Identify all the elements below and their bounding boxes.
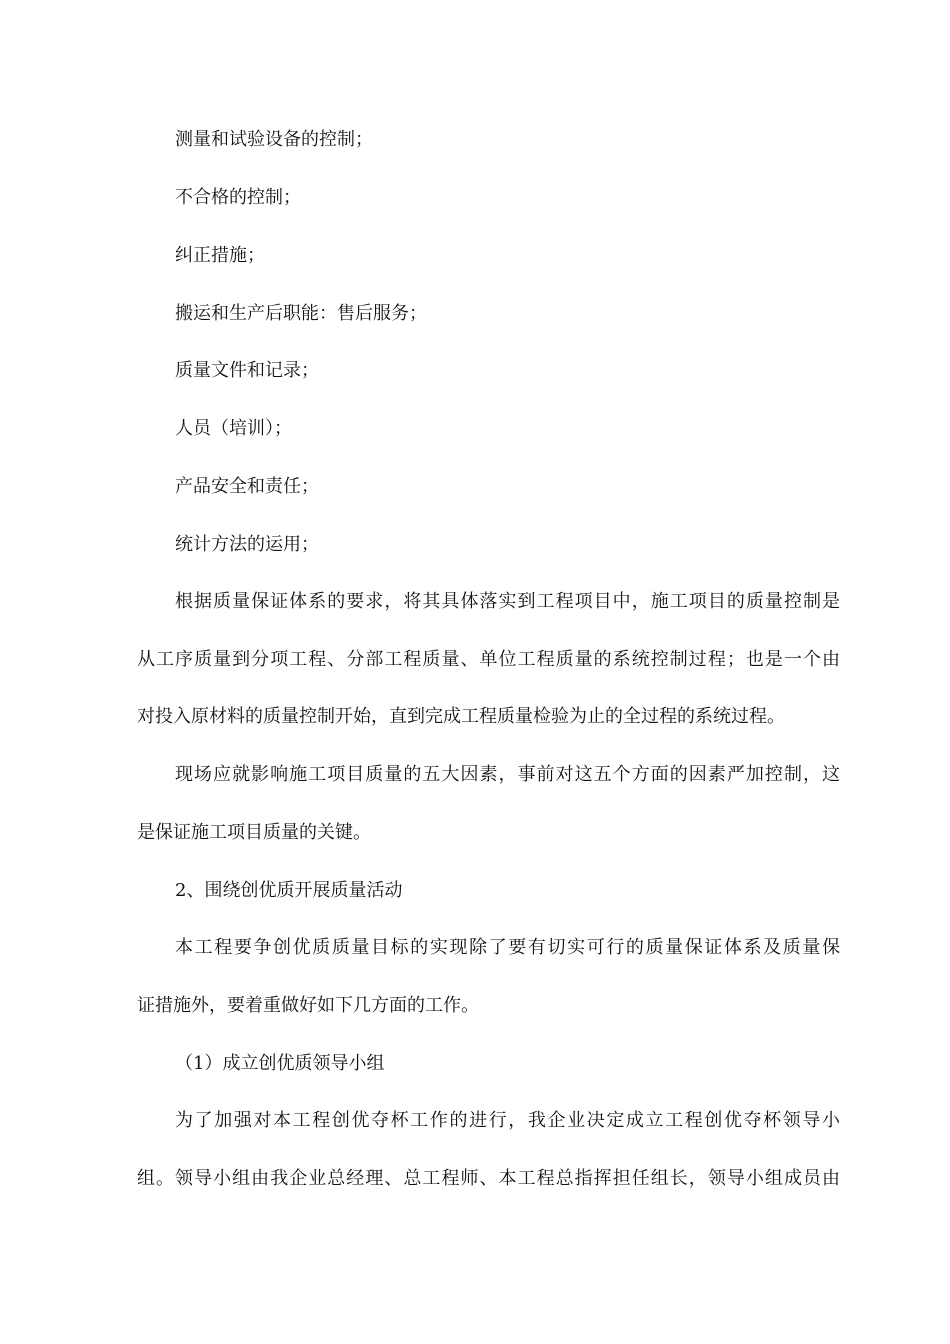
section-heading-quality-activities: 2、围绕创优质开展质量活动	[175, 880, 403, 901]
paragraph-leadership-group-line-2: 组。领导小组由我企业总经理、总工程师、本工程总指挥担任组长，领导小组成员由	[137, 1168, 840, 1189]
paragraph-excellence-goal-line-2: 证措施外，要着重做好如下几方面的工作。	[137, 995, 479, 1016]
list-item-statistical-methods: 统计方法的运用；	[175, 534, 319, 555]
list-item-nonconformity-control: 不合格的控制；	[175, 187, 301, 208]
paragraph-quality-system-line-2: 从工序质量到分项工程、分部工程质量、单位工程质量的系统控制过程；也是一个由	[137, 649, 840, 670]
list-item-corrective-action: 纠正措施；	[175, 245, 265, 266]
list-item-personnel-training: 人员（培训）；	[175, 418, 292, 439]
paragraph-leadership-group-line-1: 为了加强对本工程创优夺杯工作的进行，我企业决定成立工程创优夺杯领导小	[175, 1110, 840, 1131]
paragraph-excellence-goal-line-1: 本工程要争创优质质量目标的实现除了要有切实可行的质量保证体系及质量保	[175, 937, 840, 958]
list-item-quality-records: 质量文件和记录；	[175, 360, 319, 381]
list-item-measurement-equipment: 测量和试验设备的控制；	[175, 129, 373, 150]
paragraph-five-factors-line-2: 是保证施工项目质量的关键。	[137, 822, 371, 843]
paragraph-five-factors-line-1: 现场应就影响施工项目质量的五大因素，事前对这五个方面的因素严加控制，这	[175, 764, 840, 785]
list-item-handling-service: 搬运和生产后职能：售后服务；	[175, 303, 427, 324]
paragraph-quality-system-line-3: 对投入原材料的质量控制开始，直到完成工程质量检验为止的全过程的系统过程。	[137, 706, 785, 727]
paragraph-quality-system-line-1: 根据质量保证体系的要求，将其具体落实到工程项目中，施工项目的质量控制是	[175, 591, 840, 612]
list-item-product-safety: 产品安全和责任；	[175, 476, 319, 497]
subsection-heading-leadership-group: （1）成立创优质领导小组	[175, 1053, 385, 1074]
